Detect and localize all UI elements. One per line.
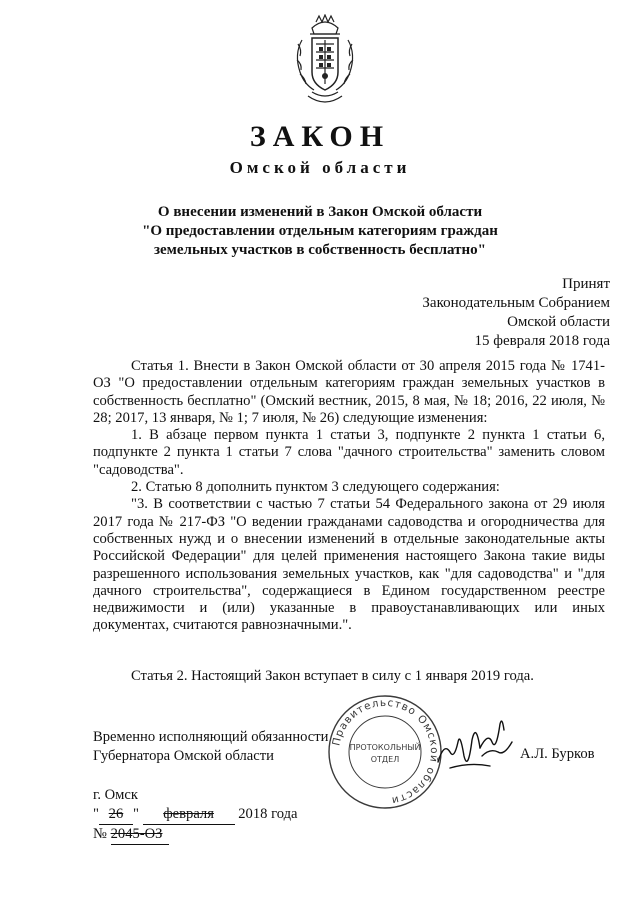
signatory-position: [93, 728, 328, 766]
law-number: 2045-ОЗ: [111, 825, 169, 845]
article-1-item-2: 2. Статью 8 дополнить пунктом 3 следующего содержания:: [131, 479, 500, 496]
article-1-item-1: 1. В абзаце первом пункта 1 статьи 3, подпункте 2 пункта 1 статьи 6, подпункте 2 пункта 1 статьи 7 слова "дачного строительства" заменить словом "садоводства".: [93, 427, 605, 478]
law-name: [0, 203, 640, 260]
date-month: февраля: [143, 805, 235, 825]
stamp-ring-text: Правительство Омской области: [330, 696, 441, 807]
coat-of-arms-emblem: [292, 14, 358, 110]
stamp-center-line-1: ПРОТОКОЛЬНЫЙ: [349, 743, 421, 752]
adopted-by: Законодательным Собранием: [422, 295, 610, 311]
article-1-intro: Статья 1. Внести в Закон Омской области от 30 апреля 2015 года № 1741-ОЗ "О предоставлении отдельным категориям граждан земельных участков в собственность бесплатно" (Омский вестник, 2015, 8 мая, № 18; 2016, 22 июля, № 28; 2017, 13 января, № 1; 7 июля, № 26) следующие изменения:: [93, 358, 605, 426]
city: г. Омск: [93, 787, 138, 803]
place-and-date: [93, 786, 297, 845]
stamp-center-line-2: ОТДЕЛ: [370, 755, 400, 764]
law-number-line: [93, 825, 297, 845]
law-name-line-1: О внесении изменений в Закон Омской области: [157, 204, 483, 220]
law-name-line-2: "О предоставлении отдельным категориям граждан: [142, 223, 498, 239]
date-line: " 26 " февраля 2018 года: [93, 805, 297, 825]
official-stamp: [325, 692, 445, 812]
article-2-text: Статья 2. Настоящий Закон вступает в силу с 1 января 2019 года.: [131, 668, 534, 684]
article-1: [93, 358, 605, 635]
handwritten-signature: [430, 712, 520, 782]
signatory-name: А.Л. Бурков: [520, 746, 595, 762]
document-subtitle: Омской области: [229, 158, 411, 177]
adoption-block: [422, 275, 610, 351]
adopted-region: Омской области: [507, 314, 610, 330]
date-day: 26: [99, 805, 133, 825]
adopted-label: Принят: [562, 276, 610, 292]
signatory-position-line-1: Временно исполняющий обязанности: [93, 729, 329, 745]
article-2: [93, 668, 605, 685]
date-year: 2018 года: [238, 806, 298, 822]
law-name-line-3: земельных участков в собственность бесплатно": [153, 242, 486, 258]
article-1-quote: "3. В соответствии с частью 7 статьи 54 Федерального закона от 29 июля 2017 года № 217-ФЗ "О ведении гражданами садоводства и огородничества для собственных нужд и о внесении изменений в отдельные законодательные акты Российской Федерации" для целей применения настоящего Закона такие виды разрешенного использования земельных участков, как "для садоводства" и "для дачного строительства", содержащиеся в Едином государственном реестре недвижимости и (или) указанные в правоустанавливающих или иных документах, считаются равнозначными.".: [93, 496, 605, 634]
law-number-prefix: №: [93, 826, 107, 842]
signatory-position-line-2: Губернатора Омской области: [93, 748, 274, 764]
adopted-date: 15 февраля 2018 года: [474, 333, 610, 349]
document-title: ЗАКОН: [249, 120, 391, 153]
